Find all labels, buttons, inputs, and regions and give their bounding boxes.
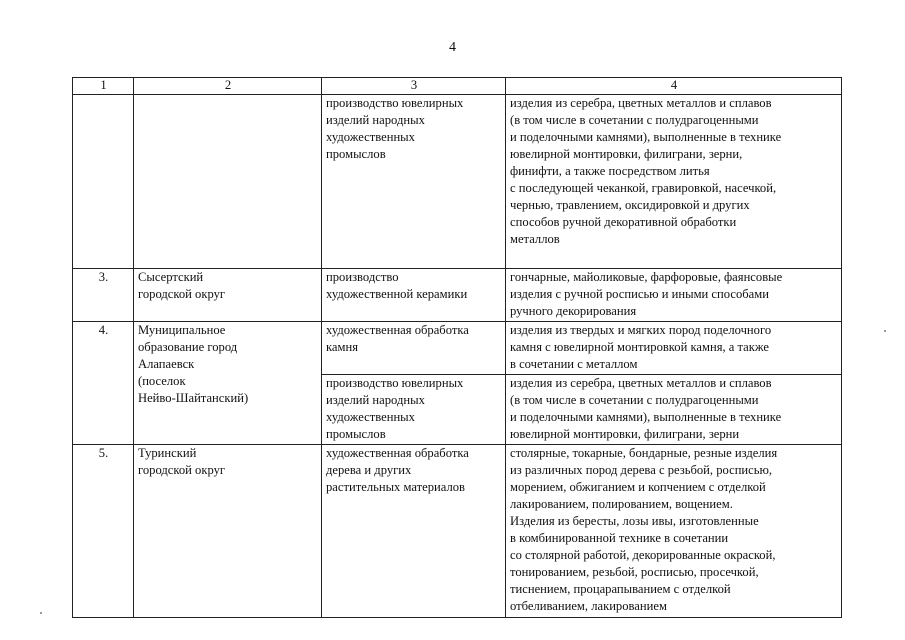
products-cell [506, 445, 842, 618]
craft-line: художественных [326, 410, 415, 424]
crafts-table [72, 77, 842, 618]
craft-line: производство ювелирных [326, 96, 464, 110]
products-line: металлов [510, 232, 560, 246]
craft-line: производство ювелирных [326, 376, 464, 390]
table-row [73, 322, 842, 375]
municipality-line: городской округ [138, 463, 226, 477]
products-line: ювелирной монтировки, филиграни, зерни, [510, 147, 743, 161]
craft-line: растительных материалов [326, 480, 465, 494]
products-line: (в том числе в сочетании с полудрагоценными [510, 393, 759, 407]
municipality-line: (поселок [138, 374, 186, 388]
products-line: лакированием, полированием, вощением. [510, 497, 733, 511]
craft-line: художественных [326, 130, 415, 144]
products-line: и поделочными камнями), выполненные в технике [510, 130, 782, 144]
table-row [73, 95, 842, 269]
municipality-line: городской округ [138, 287, 226, 301]
products-line: тиснением, процарапыванием с отделкой [510, 582, 731, 596]
column-header-3: 3 [322, 78, 506, 95]
table-row [73, 269, 842, 322]
craft-line: промыслов [326, 427, 386, 441]
products-line: гончарные, майоликовые, фарфоровые, фаянсовые [510, 270, 783, 284]
products-line: способов ручной декоративной обработки [510, 215, 737, 229]
products-line: изделия с ручной росписью и иными способами [510, 287, 769, 301]
row-number [73, 95, 134, 269]
table-row [73, 445, 842, 618]
craft-line: камня [326, 340, 359, 354]
products-line: изделия из серебра, цветных металлов и сплавов [510, 96, 772, 110]
craft-line: производство [326, 270, 399, 284]
municipality-cell [134, 95, 322, 269]
products-line: чернью, травлением, оксидировкой и других [510, 198, 750, 212]
products-line: из различных пород дерева с резьбой, росписью, [510, 463, 773, 477]
craft-cell [322, 269, 506, 322]
products-line: изделия из твердых и мягких пород поделочного [510, 323, 772, 337]
products-line: камня с ювелирной монтировкой камня, а также [510, 340, 770, 354]
craft-line: изделий народных [326, 393, 425, 407]
column-header-2: 2 [134, 78, 322, 95]
products-cell [506, 322, 842, 375]
products-cell [506, 95, 842, 269]
page-number: 4 [449, 40, 456, 55]
products-line: столярные, токарные, бондарные, резные изделия [510, 446, 778, 460]
products-line: с последующей чеканкой, гравировкой, насечкой, [510, 181, 777, 195]
craft-line: художественная обработка [326, 323, 469, 337]
products-line: ручного декорирования [510, 304, 637, 318]
craft-cell [322, 445, 506, 618]
municipality-line: Сысертский [138, 270, 204, 284]
column-header-1: 1 [73, 78, 134, 95]
craft-line: дерева и других [326, 463, 412, 477]
craft-line: изделий народных [326, 113, 425, 127]
municipality-line: Алапаевск [138, 357, 195, 371]
products-line: и поделочными камнями), выполненные в технике [510, 410, 782, 424]
products-line: (в том числе в сочетании с полудрагоценными [510, 113, 759, 127]
craft-line: художественная обработка [326, 446, 469, 460]
craft-line: художественной керамики [326, 287, 468, 301]
municipality-cell [134, 322, 322, 445]
row-number: 3. [73, 269, 134, 322]
municipality-line: Нейво-Шайтанский) [138, 391, 249, 405]
column-header-4: 4 [506, 78, 842, 95]
municipality-cell [134, 445, 322, 618]
scan-speck [884, 330, 886, 332]
products-line: морением, обжиганием и копчением с отделкой [510, 480, 766, 494]
municipality-line: Туринский [138, 446, 197, 460]
craft-cell [322, 95, 506, 269]
products-line: в комбинированной технике в сочетании [510, 531, 729, 545]
craft-cell [322, 322, 506, 375]
craft-line: промыслов [326, 147, 386, 161]
products-line: со столярной работой, декорированные окраской, [510, 548, 776, 562]
municipality-cell [134, 269, 322, 322]
products-cell [506, 269, 842, 322]
municipality-line: образование город [138, 340, 238, 354]
products-cell [506, 375, 842, 445]
craft-cell [322, 375, 506, 445]
products-line: отбеливанием, лакированием [510, 599, 667, 613]
products-line: изделия из серебра, цветных металлов и сплавов [510, 376, 772, 390]
products-line: ювелирной монтировки, филиграни, зерни [510, 427, 740, 441]
products-line: Изделия из бересты, лозы ивы, изготовленные [510, 514, 759, 528]
row-number: 4. [73, 322, 134, 445]
municipality-line: Муниципальное [138, 323, 226, 337]
products-line: финифти, а также посредством литья [510, 164, 710, 178]
row-number: 5. [73, 445, 134, 618]
products-line: тонированием, резьбой, росписью, просечкой, [510, 565, 759, 579]
header-row [73, 78, 842, 95]
scan-speck [40, 612, 42, 614]
products-line: в сочетании с металлом [510, 357, 638, 371]
